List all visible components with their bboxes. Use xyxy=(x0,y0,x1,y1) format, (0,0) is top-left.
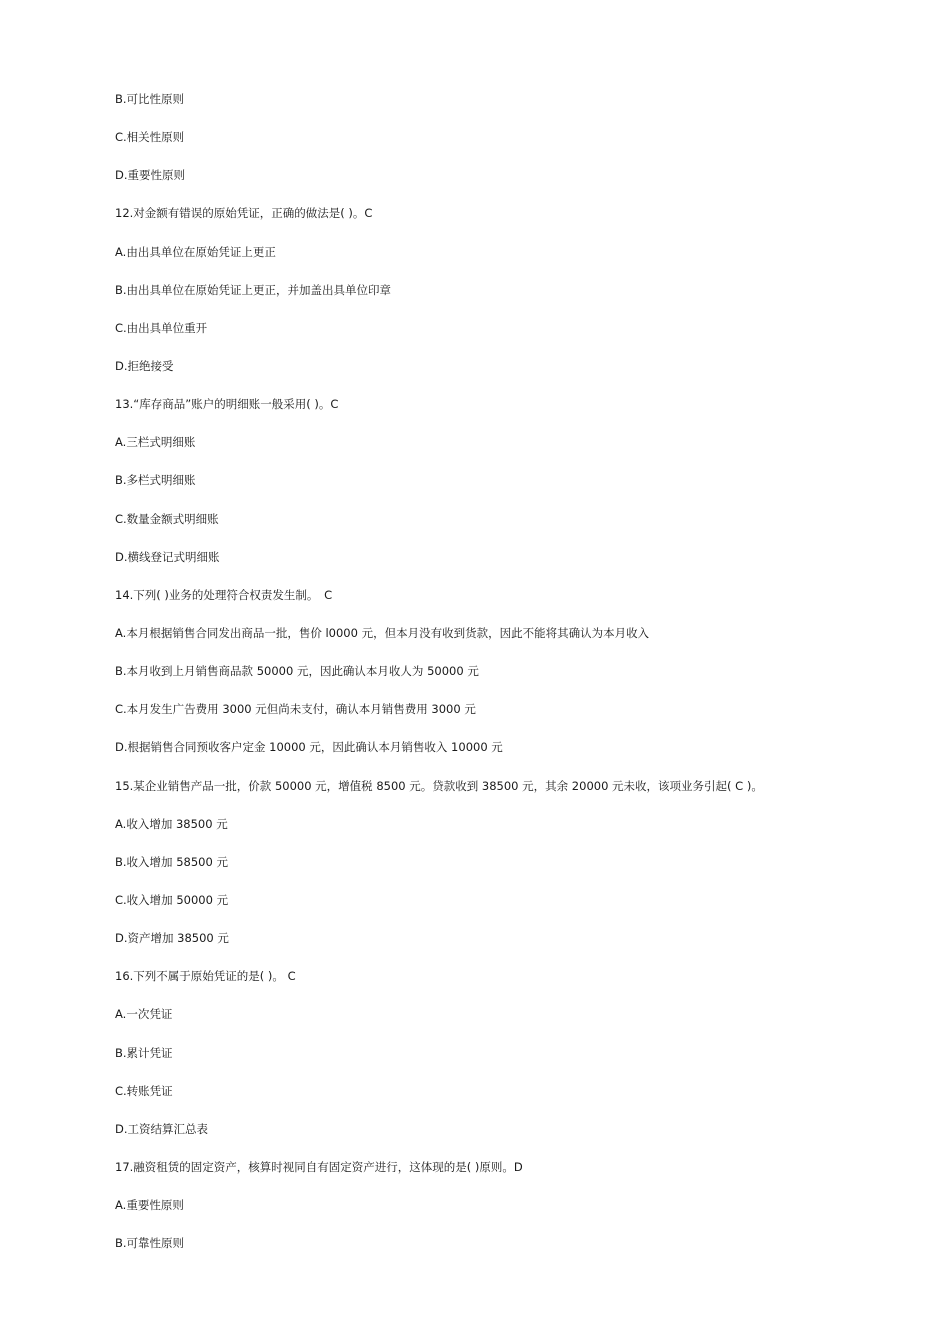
text-line: A.由出具单位在原始凭证上更正 xyxy=(115,244,276,259)
text-line: B.本月收到上月销售商品款 50000 元，因此确认本月收人为 50000 元 xyxy=(115,664,479,679)
question-12: 12.对金额有错误的原始凭证，正确的做法是( )。C xyxy=(115,206,373,221)
question-14: 14.下列( )业务的处理符合权责发生制。 C xyxy=(115,587,333,602)
text-line: D.资产增加 38500 元 xyxy=(115,931,229,946)
text-line: C.收入增加 50000 元 xyxy=(115,892,229,907)
text-line: B.由出具单位在原始凭证上更正，并加盖出具单位印章 xyxy=(115,282,392,297)
text-line: D.根据销售合同预收客户定金 10000 元，因此确认本月销售收入 10000 元 xyxy=(115,740,503,755)
text-line: B.可靠性原则 xyxy=(115,1236,185,1251)
text-line: D.拒绝接受 xyxy=(115,358,174,373)
question-16: 16.下列不属于原始凭证的是( )。 C xyxy=(115,969,296,984)
text-line: C.相关性原则 xyxy=(115,130,185,145)
text-line: A.重要性原则 xyxy=(115,1198,184,1213)
text-line: A.本月根据销售合同发出商品一批，售价 l0000 元，但本月没有收到货款，因此不能将其确认为本月收入 xyxy=(115,625,650,640)
question-13: 13.“库存商品”账户的明细账一般采用( )。C xyxy=(115,397,339,412)
text-line: A.收入增加 38500 元 xyxy=(115,816,228,831)
text-line: C.转账凭证 xyxy=(115,1083,173,1098)
text-line: D.横线登记式明细账 xyxy=(115,549,220,564)
text-line: D.重要性原则 xyxy=(115,168,186,183)
text-line: C.数量金额式明细账 xyxy=(115,511,219,526)
text-line: B.可比性原则 xyxy=(115,92,185,106)
question-list xyxy=(115,90,763,1272)
text-line: B.多栏式明细账 xyxy=(115,473,196,488)
question-15: 15.某企业销售产品一批，价款 50000 元，增值税 8500 元。贷款收到 38500 元，其余 20000 元未收，该项业务引起( C )。 xyxy=(115,778,763,793)
text-line: C.由出具单位重开 xyxy=(115,320,208,335)
text-line: C.本月发生广告费用 3000 元但尚未支付，确认本月销售费用 3000 元 xyxy=(115,702,476,717)
question-17: 17.融资租赁的固定资产，核算时视同自有固定资产进行，这体现的是( )原则。D xyxy=(115,1159,523,1174)
text-line: A.一次凭证 xyxy=(115,1007,173,1022)
text-line: A.三栏式明细账 xyxy=(115,435,196,450)
text-line: B.累计凭证 xyxy=(115,1045,173,1060)
text-line: D.工资结算汇总表 xyxy=(115,1121,209,1136)
text-line: B.收入增加 58500 元 xyxy=(115,854,228,869)
